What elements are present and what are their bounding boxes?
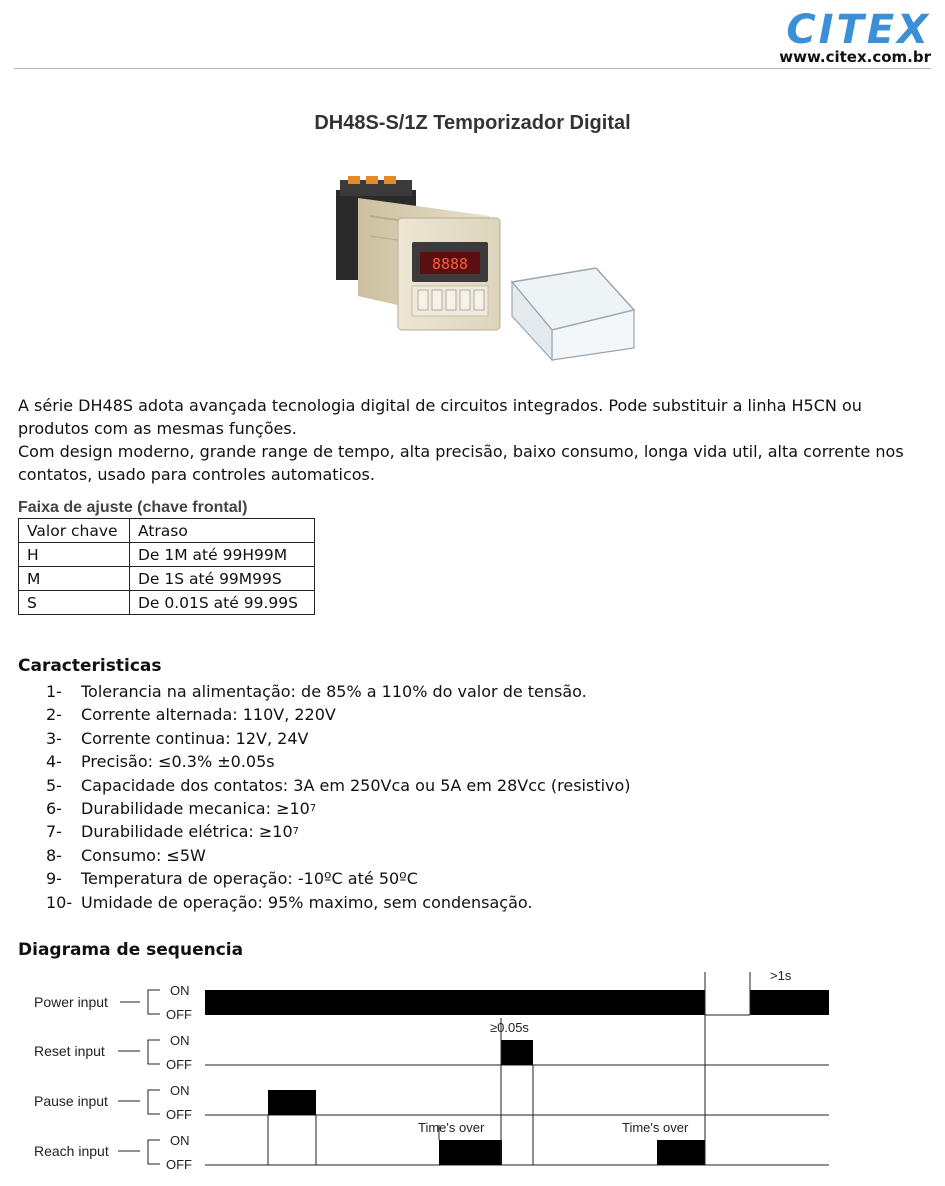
item-number: 3- xyxy=(46,728,62,748)
table-cell: S xyxy=(19,591,130,615)
pause-block xyxy=(268,1090,316,1115)
state-off-label: OFF xyxy=(166,1057,192,1072)
state-on-label: ON xyxy=(170,983,190,998)
table-row xyxy=(19,567,315,591)
logo-wordmark: CITEX xyxy=(786,7,931,53)
item-text: Umidade de operação: 95% maximo, sem condensação. xyxy=(81,892,533,912)
signal-label-pause: Pause input xyxy=(34,1093,108,1109)
signal-label-reset: Reset input xyxy=(34,1043,105,1059)
power-on-block xyxy=(750,990,829,1015)
intro-paragraph-1: A série DH48S adota avançada tecnologia digital de circuitos integrados. Pode substituir a linha H5CN ou produtos com as mesmas funções. xyxy=(18,396,862,438)
list-item xyxy=(46,844,631,867)
reach-block xyxy=(439,1140,502,1165)
list-item xyxy=(46,820,631,843)
item-text: Corrente continua: 12V, 24V xyxy=(81,728,309,748)
list-item xyxy=(46,727,631,750)
list-item xyxy=(46,703,631,726)
list-item xyxy=(46,750,631,773)
times-over-label: Time's over xyxy=(418,1120,485,1135)
state-on-label: ON xyxy=(170,1133,190,1148)
intro-paragraph-2: Com design moderno, grande range de tempo, alta precisão, baixo consumo, longa vida util, alta corrente nos contatos, usado para controles automaticos. xyxy=(18,442,904,484)
svg-text:8888: 8888 xyxy=(431,255,469,273)
brand-logo xyxy=(779,7,931,66)
item-text: Durabilidade elétrica: ≥10 xyxy=(81,822,293,842)
list-item xyxy=(46,680,631,703)
reach-block xyxy=(657,1140,705,1165)
item-text: Consumo: ≤5W xyxy=(81,845,206,865)
list-item xyxy=(46,867,631,890)
item-number: 5- xyxy=(46,775,62,795)
item-number: 6- xyxy=(46,799,62,819)
item-superscript: 7 xyxy=(292,826,300,838)
reset-pulse-block xyxy=(501,1040,533,1065)
item-superscript: 7 xyxy=(309,803,317,815)
state-on-label: ON xyxy=(170,1033,190,1048)
state-on-label: ON xyxy=(170,1083,190,1098)
item-number: 7- xyxy=(46,822,62,842)
table-header-cell: Atraso xyxy=(130,519,315,543)
power-gap-label: >1s xyxy=(770,968,792,983)
table-row xyxy=(19,591,315,615)
state-off-label: OFF xyxy=(166,1107,192,1122)
header-divider xyxy=(14,68,931,69)
signal-label-reach: Reach input xyxy=(34,1143,109,1159)
table-cell: H xyxy=(19,543,130,567)
list-item xyxy=(46,774,631,797)
item-text: Capacidade dos contatos: 3A em 250Vca ou 5A em 28Vcc (resistivo) xyxy=(81,775,631,795)
item-text: Durabilidade mecanica: ≥10 xyxy=(81,799,310,819)
product-photo xyxy=(330,176,636,362)
item-text: Tolerancia na alimentação: de 85% a 110% do valor de tensão. xyxy=(81,682,587,701)
intro-text xyxy=(18,394,918,486)
signal-label-power: Power input xyxy=(34,994,108,1010)
times-over-label: Time's over xyxy=(622,1120,689,1135)
item-text: Precisão: ≤0.3% ±0.05s xyxy=(81,752,275,772)
item-number: 8- xyxy=(46,845,62,865)
item-number: 1- xyxy=(46,682,62,701)
table-cell: De 0.01S até 99.99S xyxy=(130,591,315,615)
item-text: Temperatura de operação: -10ºC até 50ºC xyxy=(81,869,418,889)
range-table-caption: Faixa de ajuste (chave frontal) xyxy=(18,499,248,516)
list-item xyxy=(46,891,631,914)
list-item xyxy=(46,797,631,820)
item-number: 10- xyxy=(46,892,73,912)
diagram-title: Diagrama de sequencia xyxy=(18,940,244,960)
page-title: DH48S-S/1Z Temporizador Digital xyxy=(314,112,631,134)
reset-pulse-label: ≥0.05s xyxy=(490,1020,529,1035)
table-header-cell: Valor chave xyxy=(19,519,130,543)
features-title: Caracteristicas xyxy=(18,656,162,676)
table-cell: De 1S até 99M99S xyxy=(130,567,315,591)
item-number: 2- xyxy=(46,705,62,725)
table-row xyxy=(19,543,315,567)
range-table xyxy=(18,518,315,615)
item-number: 4- xyxy=(46,752,62,772)
state-off-label: OFF xyxy=(166,1007,192,1022)
table-header-row xyxy=(19,519,315,543)
website-url[interactable]: www.citex.com.br xyxy=(779,48,931,66)
item-text: Corrente alternada: 110V, 220V xyxy=(81,705,336,725)
item-number: 9- xyxy=(46,869,62,889)
table-cell: De 1M até 99H99M xyxy=(130,543,315,567)
sequence-diagram xyxy=(0,960,945,1186)
features-list xyxy=(46,680,631,914)
power-on-block xyxy=(205,990,705,1015)
table-cell: M xyxy=(19,567,130,591)
state-off-label: OFF xyxy=(166,1157,192,1172)
